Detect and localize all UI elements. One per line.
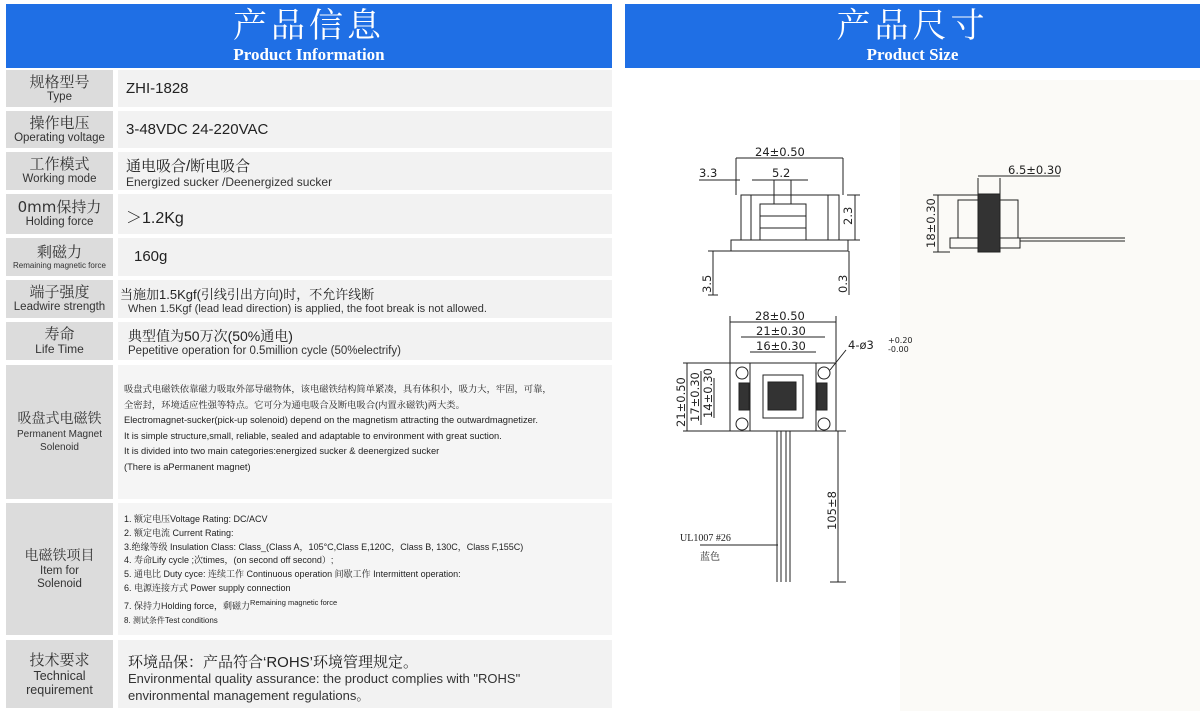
dim-3-3: 3.3 bbox=[699, 166, 718, 180]
list-item: 2. 额定电流 Current Rating: bbox=[124, 527, 234, 538]
spec-value bbox=[118, 503, 612, 635]
lead-value-cn: 当施加1.5Kgf(引线引出方向)时，不允许线断 bbox=[120, 287, 375, 302]
spec-row-holding bbox=[6, 194, 612, 234]
size-title-cn: 产品尺寸 bbox=[836, 6, 989, 46]
label-en: Operating voltage bbox=[14, 131, 105, 144]
spec-row-voltage bbox=[6, 111, 612, 148]
mode-value-en: Energized sucker /Deenergized sucker bbox=[126, 175, 333, 189]
spec-label bbox=[6, 322, 113, 360]
list-item: 3.绝缘等级 Insulation Class: Class_(Class A，105°C,Class E,120C，Class B, 130C，Class F,155C) bbox=[124, 541, 524, 552]
spec-label bbox=[6, 194, 113, 234]
tech-value-en: Environmental quality assurance: the product complies with "ROHS" bbox=[128, 671, 521, 686]
label-en: Item for bbox=[40, 564, 79, 577]
label-en: Remaining magnetic force bbox=[13, 260, 106, 270]
spec-label bbox=[6, 111, 113, 148]
label-en: Solenoid bbox=[37, 577, 82, 590]
dim-tol-bot: -0.00 bbox=[888, 345, 909, 354]
type-value: ZHI-1828 bbox=[126, 80, 189, 97]
header-title-cn: 产品信息 bbox=[233, 6, 385, 46]
dim-21-50: 21±0.50 bbox=[674, 377, 688, 427]
label-cn: 技术要求 bbox=[29, 650, 90, 669]
spec-label bbox=[6, 365, 113, 499]
list-item: 5. 通电比 Duty cyce: 连续工作 Continuous operation 间歇工作 Intermittent operation: bbox=[124, 569, 461, 580]
holding-value: ＞1.2Kg bbox=[126, 210, 184, 227]
dim-28: 28±0.50 bbox=[755, 309, 805, 323]
list-item: 1. 额定电压Voltage Rating: DC/ACV bbox=[124, 514, 268, 524]
label-en: Permanent Magnet bbox=[16, 428, 103, 440]
wire-label: UL1007 #26 bbox=[680, 533, 731, 544]
spec-row-mode bbox=[6, 152, 612, 190]
label-en: Life Time bbox=[35, 342, 84, 356]
dim-14: 14±0.30 bbox=[701, 368, 715, 418]
spec-row-tech bbox=[6, 640, 612, 708]
spec-label bbox=[6, 152, 113, 190]
tech-value-cn: 环境品保：产品符合‘ROHS’环境管理规定。 bbox=[128, 654, 419, 671]
label-en: Technical bbox=[33, 668, 86, 683]
voltage-value: 3-48VDC 24-220VAC bbox=[126, 121, 269, 138]
items-list bbox=[124, 513, 604, 627]
spec-label bbox=[6, 70, 113, 107]
spec-value bbox=[118, 152, 612, 190]
dim-16: 16±0.30 bbox=[756, 339, 806, 353]
list-item: 6. 电源连接方式 Power supply connection bbox=[124, 582, 291, 593]
dimension-drawing bbox=[625, 68, 1200, 711]
desc-line: Electromagnet-sucker(pick-up solenoid) depend on the magnetism attracting the outwardmagnetizer. bbox=[124, 415, 538, 425]
label-en: Working mode bbox=[22, 173, 97, 185]
spec-value bbox=[118, 70, 612, 107]
dim-0-3: 0.3 bbox=[836, 274, 850, 293]
spec-row-life bbox=[6, 322, 612, 360]
list-item: 8. 测试条件Test conditions bbox=[124, 615, 218, 625]
list-item bbox=[124, 596, 604, 614]
spec-value bbox=[118, 322, 612, 360]
label-en: requirement bbox=[26, 682, 93, 697]
label-en: Leadwire strength bbox=[13, 301, 106, 313]
label-en: Solenoid bbox=[40, 441, 79, 453]
spec-row-items bbox=[6, 503, 612, 635]
label-cn: 寿命 bbox=[44, 325, 75, 343]
label-cn: 规格型号 bbox=[29, 72, 90, 91]
mode-value-cn: 通电吸合/断电吸合 bbox=[126, 158, 251, 175]
life-value-cn: 典型值为50万次(50%通电) bbox=[128, 328, 293, 344]
spec-value bbox=[118, 365, 612, 499]
spec-value bbox=[118, 194, 612, 234]
label-cn: 端子强度 bbox=[29, 283, 90, 301]
size-title-en: Product Size bbox=[866, 45, 959, 64]
dim-17: 17±0.30 bbox=[688, 372, 702, 422]
dim-18: 18±0.30 bbox=[924, 198, 938, 248]
spec-value bbox=[118, 238, 612, 276]
remaining-value: 160g bbox=[134, 248, 168, 265]
dim-width-24: 24±0.50 bbox=[755, 145, 805, 159]
label-cn: 电磁铁项目 bbox=[24, 547, 95, 564]
tech-value-en: environmental management regulations。 bbox=[128, 688, 370, 703]
product-size-header bbox=[625, 4, 1200, 68]
desc-line: (There is aPermanent magnet) bbox=[124, 461, 251, 472]
label-en: Holding force bbox=[25, 216, 94, 228]
spec-label bbox=[6, 640, 113, 708]
spec-row-type bbox=[6, 70, 612, 107]
spec-value bbox=[118, 280, 612, 318]
list-item-text: 7. 保持力Holding force，剩磁力 bbox=[124, 600, 251, 611]
desc-line: 全密封，环境适应性强等特点。它可分为通电吸合及断电吸合(内置永磁铁)两大类。 bbox=[124, 399, 465, 410]
spec-value bbox=[118, 111, 612, 148]
label-cn: 操作电压 bbox=[29, 113, 90, 132]
permanent-description bbox=[124, 382, 604, 475]
spec-row-permanent bbox=[6, 365, 612, 499]
dim-21: 21±0.30 bbox=[756, 324, 806, 338]
desc-line: 吸盘式电磁铁依靠磁力吸取外部导磁物体，该电磁铁结构简单紧凑，具有体积小，吸力大，牢固，可靠， bbox=[124, 384, 552, 394]
dim-6-5: 6.5±0.30 bbox=[1008, 163, 1062, 177]
header-title-en: Product Information bbox=[233, 45, 385, 64]
desc-line: It is divided into two main categories:energized sucker & deenergized sucker bbox=[124, 446, 440, 456]
dim-105: 105±8 bbox=[825, 491, 839, 530]
label-cn: 工作模式 bbox=[29, 155, 90, 173]
label-cn: 0mm保持力 bbox=[17, 198, 102, 216]
list-item: 4. 寿命Lify cycle ;次times，(on second off second）; bbox=[124, 555, 334, 566]
spec-row-lead bbox=[6, 280, 612, 318]
dim-4-holes: 4-ø3 bbox=[848, 338, 874, 352]
life-value-en: Pepetitive operation for 0.5million cycle (50%electrify) bbox=[128, 345, 401, 357]
spec-value bbox=[118, 640, 612, 708]
spec-label bbox=[6, 503, 113, 635]
dim-2-3: 2.3 bbox=[841, 206, 855, 225]
dim-tol-top: +0.20 bbox=[888, 336, 913, 345]
spec-label bbox=[6, 280, 113, 318]
lead-value-en: When 1.5Kgf (lead lead direction) is applied, the foot break is not allowed. bbox=[128, 303, 487, 315]
list-item-sup: Remaining magnetic force bbox=[250, 597, 338, 607]
label-en: Type bbox=[47, 90, 72, 103]
spec-label bbox=[6, 238, 113, 276]
label-cn: 吸盘式电磁铁 bbox=[17, 410, 102, 427]
product-info-header bbox=[6, 4, 612, 68]
dim-3-5: 3.5 bbox=[700, 274, 714, 293]
wire-color-label: 蓝色 bbox=[700, 552, 720, 563]
spec-row-remaining bbox=[6, 238, 612, 276]
dim-5-2: 5.2 bbox=[772, 166, 791, 180]
desc-line: It is simple structure,small, reliable, sealed and adaptable to environment with great suction. bbox=[124, 430, 502, 441]
label-cn: 剩磁力 bbox=[36, 242, 82, 261]
